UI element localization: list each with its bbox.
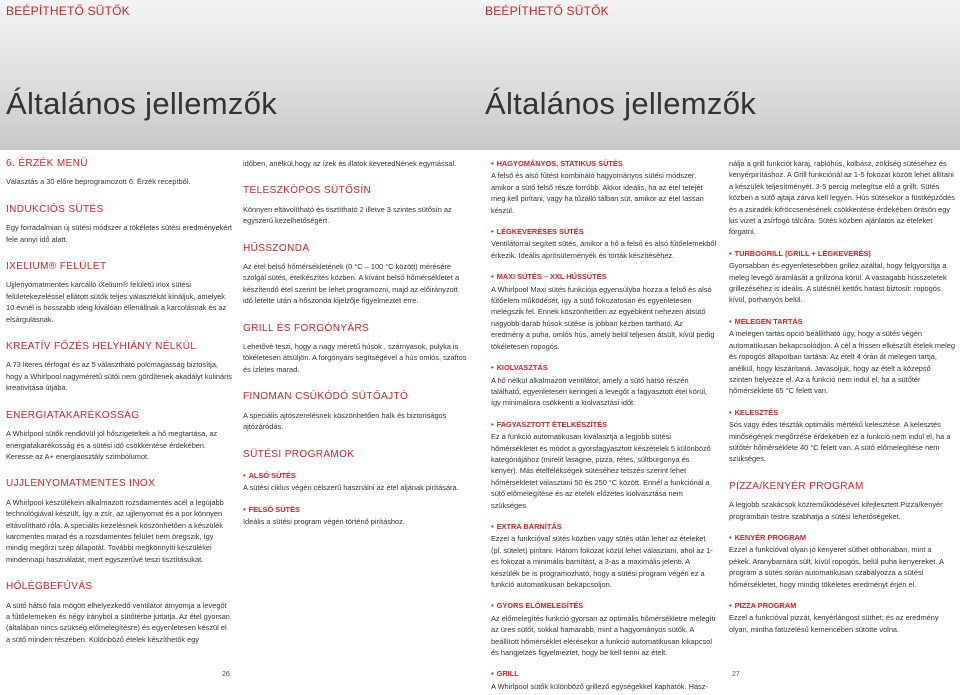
body-paragraph: A Whirlpool készülékein alkalmazott rozsdamentes acél a legújabb technológiával készült, így a zsír, az ujjlenyomat és a por könnyen eltávolítható róla. A speciális kezelésnek köszönhetően a készülék karcmentes marad és a rozsdamentes felület nem öregszik, így mindig megőrzi szép állapotát. További megkönnyíti készülékei mindennapi használatát, mert egyszerűvé teszi tisztításukat. (6, 497, 224, 564)
subsection-heading (491, 362, 717, 373)
body-paragraph: A Whirlpool sütők különböző grillező egységekkel kaphatók. Hasz- (491, 681, 708, 691)
body-paragraph: A speciális ajtószerelésnek köszönhetően halk és biztonságos ajtózáródás. (243, 410, 447, 432)
subsection-heading (729, 248, 955, 259)
bullet-icon: • (491, 363, 494, 373)
body-paragraph: Ezzel a funkcióval olyan jó kenyeret süthet otthonában, mint a pékek. Aranybarnára sült, kívül ropogós, belül puha kenyereket. A program a sütés során automatikusan szabályozza a sütési hőmérsékletet, hogy mindig tökéletes eredményt érjen el. (729, 545, 944, 589)
section-heading: TELESZKÓPOS SÜTŐSÍN (243, 185, 372, 197)
bullet-icon: • (491, 272, 494, 282)
subsection-heading (729, 407, 955, 418)
column-1 (6, 158, 232, 648)
section-heading: PIZZA/KENYÉR PROGRAM (729, 480, 864, 492)
right-page-number: 27 (732, 671, 740, 678)
subsection-label: FELSŐ SÜTÉS (248, 504, 300, 514)
bullet-icon: • (729, 407, 732, 417)
subsection-heading (729, 532, 955, 543)
body-paragraph: Lehetővé teszi, hogy a nagy méretű húsok , szárnyasok, pulyka is tökéletesen átsüljön. A forgónyárs segítségével a hús omlós, szaftos és ízletes marad. (243, 342, 467, 374)
body-paragraph: Az előmelegítés funkció gyorsan az optimális hőmérsékletre melegíti az üres sütőt, sokkal hamarabb, mint a hagyományos sütők. A beállított hőmérséklet elérésekor a funkció automatikusan kikapcsol és hangjelzés figyelmeztet, hogy be kell tenni az ételt. (491, 613, 716, 658)
section-heading: SÜTÉSI PROGRAMOK (243, 448, 355, 460)
body-paragraph: A 73 literes térfogat és az 5 választható polcmagasság biztosítja, hogy a Whirlpool nagyméretű sütői nem gördítenek akadályt kulináris kreativitása útjába. (6, 360, 232, 393)
page-header (0, 0, 960, 150)
right-category-label: BEÉPÍTHETŐ SÜTŐK (485, 4, 609, 18)
column-4 (729, 158, 955, 638)
subsection-label: ALSÓ SÜTÉS (248, 470, 296, 480)
section-heading: HŐLÉGBEFÚVÁS (6, 581, 93, 593)
bullet-icon: • (491, 159, 494, 168)
bullet-icon: • (243, 470, 246, 480)
subsection-label: MELEGEN TARTÁS (734, 316, 803, 326)
subsection-heading (491, 600, 717, 611)
subsection-label: GYORS ELŐMELEGÍTÉS (496, 601, 584, 611)
column-2 (243, 158, 469, 531)
section-heading: UJJLENYOMATMENTES INOX (6, 478, 156, 490)
subsection-label: PIZZA PROGRAM (734, 601, 797, 610)
section-heading: FINOMAN CSÚKÓDÓ SÜTŐAJTÓ (243, 391, 409, 403)
subsection-heading (243, 504, 469, 515)
body-paragraph: Az étel belső hőmérsékletének (0 °C – 100 °C között) mérésére szolgál sütés, ételkészítés közben. A kívánt belső hőmérsékletet a készítendő étel szerint be lehet programozni, majd az előirányzott idő letelte után a hőszonda kijelzője figyelmeztet erre. (243, 262, 460, 306)
bullet-icon: • (729, 248, 732, 258)
body-paragraph: Ezzel a funkcióval pizzát, kenyérlángost süthet; és az eredmény olyan, mintha fatüzelésű kemencében sütötte volna. (729, 613, 939, 634)
body-paragraph: Könnyen eltávolítható és tisztítható 2 illetve 3 szintes sütősín az egyszerű kezelhetőségért. (243, 204, 452, 226)
bullet-icon: • (491, 601, 494, 611)
body-paragraph: Ventilátorral segített sütés, amikor a hő a felső és alsó fűtőelemekből érkezik. Ideális aprósüteményék és torták készítéséhez. (491, 239, 717, 260)
left-category-label: BEÉPÍTHETŐ SÜTŐK (6, 4, 130, 18)
column-3 (491, 158, 717, 695)
section-heading: KREATÍV FŐZÉS HELYHIÁNY NÉLKÜL (6, 341, 197, 353)
subsection-heading (491, 668, 717, 679)
section-heading: IXELIUM® FELÜLET (6, 261, 107, 273)
subsection-heading (491, 271, 717, 282)
right-page-title: Általános jellemzők (485, 86, 757, 121)
body-paragraph: Ideális a sütési program végén történő pirításhoz. (243, 517, 405, 527)
subsection-label: KELESZTÉS (734, 407, 779, 417)
body-paragraph: A felső és alsó fűtést kombináló hagyományos sütési módszer, amikor a sütő felső része forróbb. Akkor ideális, ha az étel tetejét meg kell pirítani, vagy ha tűzálló tálban süt, amikor az étel lassan készül. (491, 171, 704, 215)
body-paragraph: A hő nélkül alkalmazott ventilátor, amely a sütő hátsó részén található, egyenletesen keringeti a levegőt a fagyasztott étel körül, így minimálisra csökkenti a kiolvasztási időt. (491, 375, 708, 408)
body-paragraph: A melegen tartás opció beállítható úgy, hogy a sütés végén automatikusan bekapcsolódjon. A cél a frissen elkészült ételek meleg és ropogós állapotban tartása. Az ételt 4 órán át melegen tartja, anélkül, hogy kiszárítaná. Javasoljuk, hogy az ételt a közepső szinten helyezze el. Az a funkció nem indul el, ha a sütőtér hőmérséklete 65 °C felett van. (729, 329, 955, 396)
subsection-label: KIOLVASZTÁS (496, 363, 548, 373)
subsection-heading (491, 158, 717, 169)
body-paragraph: A sütő hátsó fala mögött elhelyezkedő ventilátor átnyomja a levegőt a fűtőelemeken és négy irányból a sütőtérbe juttatja. Az étel gyorsan (általában nincs szükség előmelegítésre) és egyenletesen készül el a sütő minden részében. Különböző ételek készíthetők egy (6, 600, 230, 644)
subsection-label: LÉGKEVERÉSES SÜTÉS (496, 227, 584, 237)
bullet-icon: • (729, 601, 732, 610)
subsection-heading (491, 226, 717, 237)
subsection-heading (491, 419, 717, 430)
body-paragraph: A Whirlpool Maxi sütés funkciója egyensúlyba hozza a felső és alsó fűtőelem működését, így a sütő fokozatosan és egyenletesen melegszik fel. Ennek köszönhetően az egyébként nehezen átsütő nagyobb darab húsok sütése is jobban kézben tartható. Az eredmény a puha, omlós hús, amely belül teljesen átsült, kívül pedig tökéletesen ropogós. (491, 284, 715, 351)
subsection-heading (729, 316, 955, 327)
section-heading: INDUKCIÓS SÜTÉS (6, 203, 104, 215)
body-paragraph: Ujjlenyomatmentes karcálló iXelium® felületű inox sütési felületekezeléssel ellátott sütők teljes választékát kínáljuk, amelyek 10 évnél is hosszabb ideig kiválóan ellenállnak a karcolásnak és az elsárgulásnak. (6, 280, 227, 324)
body-paragraph: A sütési ciklus végén célszerű használni az étel aljának pirítására. (243, 483, 459, 493)
subsection-label: EXTRA BARNÍTÁS (496, 521, 562, 531)
subsection-label: TURBOGRILL (GRILL + LÉGKEVERÉS) (734, 248, 871, 258)
left-page-title: Általános jellemzők (6, 86, 278, 121)
section-heading: ENERGIATAKARÉKOSSÁG (6, 409, 140, 421)
bullet-icon: • (491, 227, 494, 237)
body-paragraph: Ez a funkció automatikusan kiválasztja a legjobb sütési hőmérsékletet és módot a gyorsfagyasztott készételek 5 különböző kategóriájához (mirelit lasagne, pizza, rétes, sültburgonya és kenyér). Más ételfélékségek sütéséhez tetszés szerint lehet hőmérsékletet választani 50 és 250 °C között. Ennél a funkciónál a sütő előmelegítése és az ételek előzetes kiolvasztása nem szükséges. (491, 432, 711, 510)
subsection-label: MAXI SÜTÉS – XXL HÚSSÜTÉS (496, 272, 607, 282)
bullet-icon: • (491, 521, 494, 531)
bullet-icon: • (243, 504, 246, 514)
bullet-icon: • (491, 419, 494, 429)
body-paragraph: nálja a grill funkciót karaj, rablóhús, kolbász, zöldség sütéséhez és kenyérpirításhoz. A Grill funkciónál az 1-5 fokozat között lehet állítani a készülék teljesítményét. 3-5 percig melegítse elő a grillt. Sütés közben a sütő ajtaja zárva kell legyen. Hús sütésekor a füstképződés és a zsiradék kifröccsenésének csökkentése érdekében öntsön egy kis vizet a zsírfogó tálcára. Sütés közben ajánlatos az ételeket forgatni. (729, 159, 955, 237)
body-paragraph: Egy forradalmian új sütési módszer a tökéletes sütési eredményekért fele annyi idő alatt. (6, 223, 232, 244)
subsection-label: GRILL (496, 669, 519, 679)
body-paragraph: A legjobb szakácsok közreműködésével kifejlesztett Pizza/kenyér programban testre szabhatja a sütési lehetőségeket. (729, 500, 943, 521)
subsection-label: FAGYASZTOTT ÉTELKÉSZÍTÉS (496, 419, 608, 429)
subsection-label: HAGYOMÁNYOS, STATIKUS SÜTÉS (496, 159, 623, 168)
subsection-heading (491, 521, 717, 532)
body-paragraph: időben, anélkül,hogy az ízek és illatok keveredNének egymással. (243, 159, 457, 168)
body-paragraph: Választás a 30 előre beprogramozott 6. Érzék receptből. (6, 177, 191, 187)
section-heading: 6. ÉRZÉK MENÜ (6, 158, 88, 169)
body-paragraph: Gyorsabban és egyenletesebben grillez azáltal, hogy felgyorsítja a meleg levegő áramlását a grillzóna körül. A vastagabb hússzeletek grillezéséhez is ideális. A sütésnél kettős hatást biztosít: ropogós kívül, porhanyós belül. (729, 261, 947, 305)
section-heading: GRILL ÉS FORGÓNYÁRS (243, 322, 370, 334)
subsection-heading (243, 470, 469, 481)
bullet-icon: • (491, 669, 494, 679)
body-paragraph: Ezzel a funkcióval sütés közben vagy sütés után lehet az ételeket (pl. sütelet) pirítani. Három fokozat közül lehet választani, ahol az 1-es fokozat a minimális barnítást, a 3-as a maximális jelenti. A készülék be is programozható, hogy a sütési program végén ez a funkció automatikusan bekapcsoljon. (491, 534, 713, 589)
section-heading: HŰSSZONDA (243, 242, 310, 254)
body-paragraph: Sós vagy édes tészták optimális mértékű kelesztése. A kelesztés minőségének megőrzése érdekében ez a funkció nem indul el, ha a sütőtér hőmérséklete 40 °C felett van. A sütő előmelegítése nem szükséges. (729, 420, 951, 464)
subsection-label: KENYÉR PROGRAM (734, 532, 807, 542)
body-paragraph: A Whirlpool sütők rendkívül jól hőszigeteltek a hő megtartása, az energiatakarékosság és a sütési idő csökkentése érdekében. Keresse az A+ energiaosztály szimbólumot. (6, 429, 218, 461)
subsection-heading (729, 600, 955, 611)
bullet-icon: • (729, 316, 732, 326)
bullet-icon: • (729, 532, 732, 542)
left-page-number: 26 (222, 671, 230, 678)
